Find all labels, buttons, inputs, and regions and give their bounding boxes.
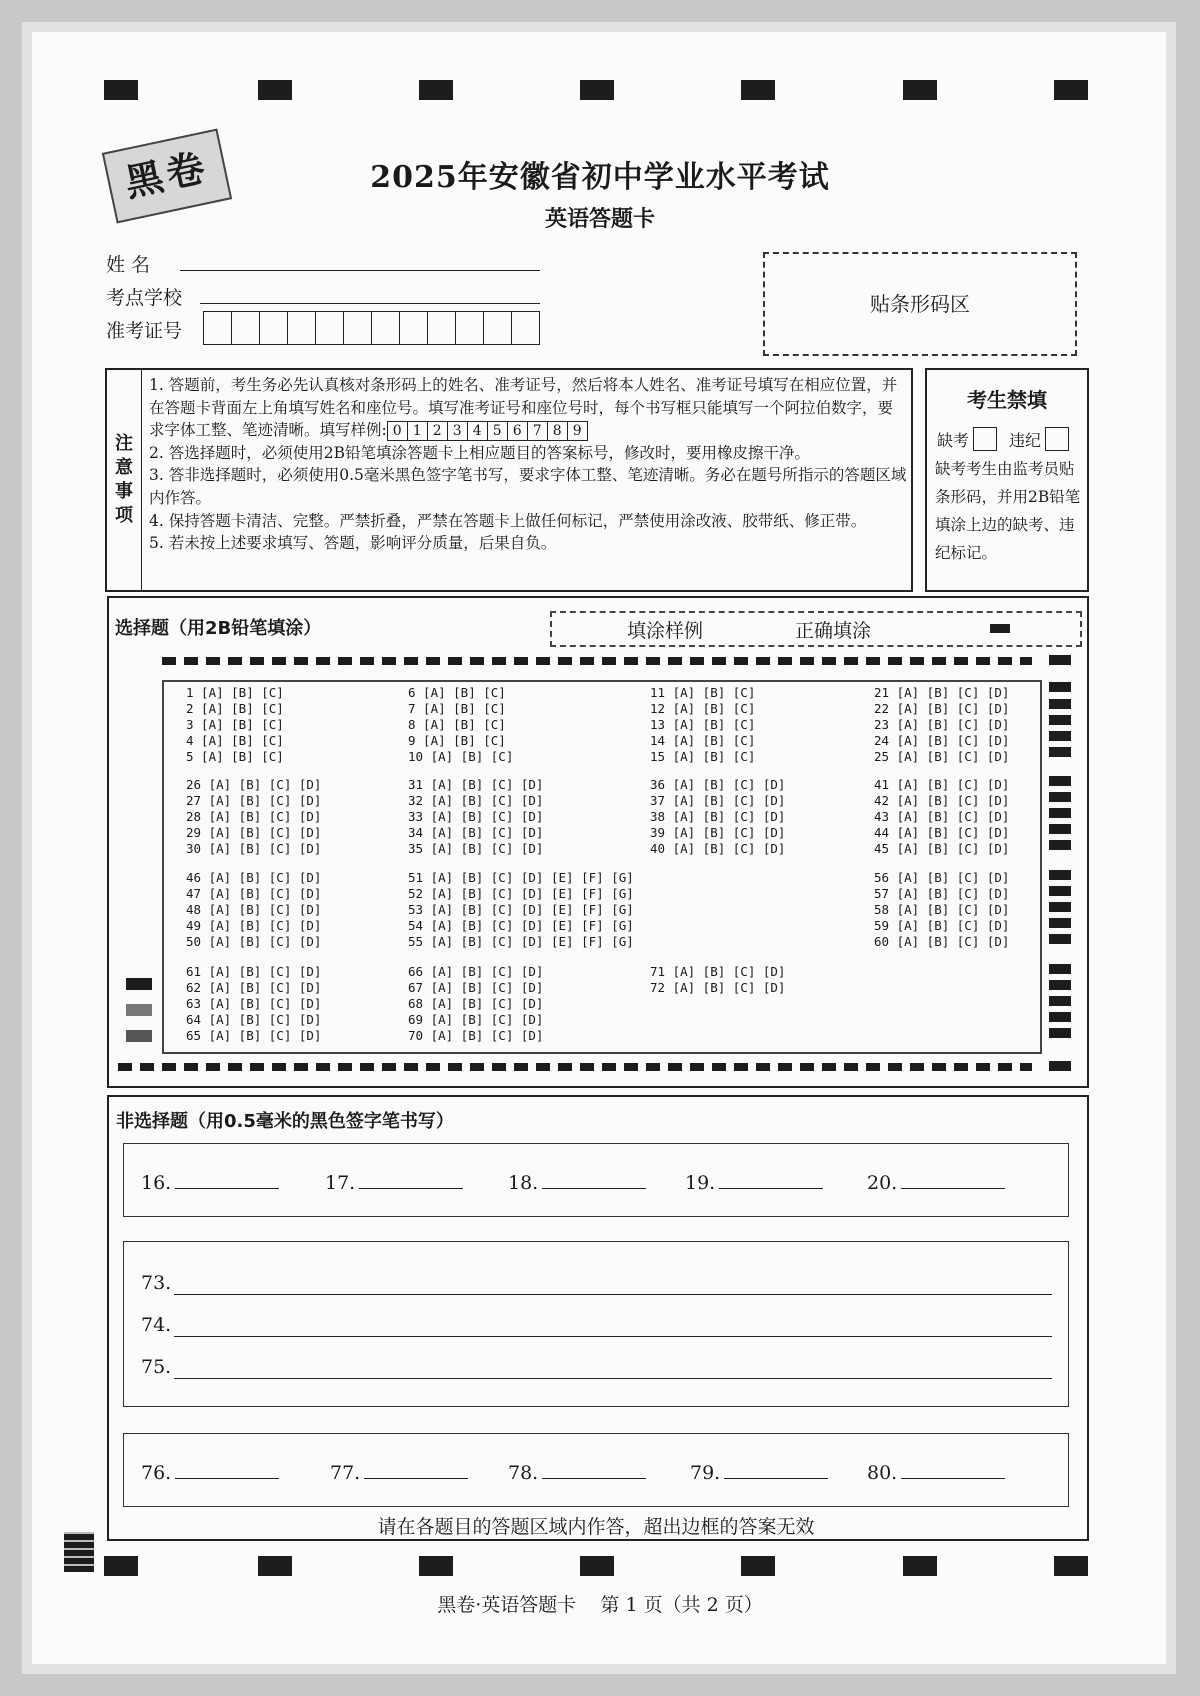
timing-mark [258,1556,292,1576]
question-row[interactable]: 69 [A] [B] [C] [D] [408,1012,544,1027]
blank-78[interactable] [508,1460,646,1484]
question-row[interactable]: 23 [A] [B] [C] [D] [874,717,1010,732]
note-item: 4. 保持答题卡清洁、完整。严禁折叠，严禁在答题卡上做任何标记，严禁使用涂改液、胶带纸、修正带。 [149,511,867,530]
timing-mark [580,1556,614,1576]
name-field[interactable] [180,270,540,271]
choice-section-title: 选择题（用2B铅笔填涂） [115,618,322,639]
timing-mark [1054,1556,1088,1576]
note-item: 5. 若未按上述要求填写、答题，影响评分质量，后果自负。 [149,534,557,553]
question-row[interactable]: 7 [A] [B] [C] [408,701,506,716]
blank-number: 80. [867,1462,898,1484]
timing-mark [1049,996,1071,1006]
question-row[interactable]: 32 [A] [B] [C] [D] [408,793,544,808]
line-number: 74. [141,1314,172,1336]
correct-fill-label: 正确填涂 [795,620,872,642]
question-row[interactable]: 13 [A] [B] [C] [650,717,756,732]
timing-mark [104,1556,138,1576]
question-row[interactable]: 37 [A] [B] [C] [D] [650,793,786,808]
question-block [186,777,321,857]
sample-digit: 7 [528,422,548,440]
sentence-box [123,1241,1069,1407]
question-row[interactable]: 27 [A] [B] [C] [D] [186,793,322,808]
question-block [874,870,1009,950]
timing-mark [1054,80,1088,100]
proctor-marks [937,427,1087,451]
page-footer: 黑卷·英语答题卡 第 1 页（共 2 页） [437,1594,763,1616]
fill-sample-label: 填涂样例 [627,620,704,642]
school-label: 考点学校 [106,287,183,309]
absent-label: 缺考 [937,430,970,450]
violation-label: 违纪 [1009,430,1042,450]
answer-line-74[interactable] [174,1336,1052,1337]
question-row[interactable]: 63 [A] [B] [C] [D] [186,996,322,1011]
barcode-area: 贴条形码区 [763,252,1077,356]
blank-76[interactable] [141,1460,279,1484]
question-block [408,870,634,950]
blank-number: 16. [141,1172,172,1194]
violation-checkbox[interactable] [1045,427,1069,451]
notes-heading-char: 事 [115,481,133,502]
question-row[interactable]: 26 [A] [B] [C] [D] [186,777,322,792]
timing-mark [419,1556,453,1576]
question-row[interactable]: 40 [A] [B] [C] [D] [650,841,786,856]
line-number: 73. [141,1272,172,1294]
question-row[interactable]: 21 [A] [B] [C] [D] [874,685,1010,700]
blank-17[interactable] [325,1170,463,1194]
blank-16[interactable] [141,1170,279,1194]
notes-heading [107,370,142,590]
timing-mark [1049,918,1071,928]
question-row[interactable]: 10 [A] [B] [C] [408,749,514,764]
blank-number: 18. [508,1172,539,1194]
question-row[interactable]: 71 [A] [B] [C] [D] [650,964,786,979]
question-row[interactable]: 35 [A] [B] [C] [D] [408,841,544,856]
question-row[interactable]: 66 [A] [B] [C] [D] [408,964,544,979]
question-row[interactable]: 2 [A] [B] [C] [186,701,284,716]
sample-digit: 9 [572,423,582,440]
question-row[interactable]: 47 [A] [B] [C] [D] [186,886,322,901]
timing-mark [104,80,138,100]
question-row[interactable]: 54 [A] [B] [C] [D] [E] [F] [G] [408,918,634,933]
sample-digit: 2 [428,422,448,440]
timing-mark [126,978,152,990]
question-row[interactable]: 55 [A] [B] [C] [D] [E] [F] [G] [408,934,634,949]
question-block [186,964,321,1044]
timing-mark [258,80,292,100]
timing-mark [1049,1061,1071,1071]
question-row[interactable]: 70 [A] [B] [C] [D] [408,1028,544,1043]
question-row[interactable]: 30 [A] [B] [C] [D] [186,841,322,856]
question-row[interactable]: 29 [A] [B] [C] [D] [186,825,322,840]
timing-mark [1049,747,1071,757]
question-row[interactable]: 57 [A] [B] [C] [D] [874,886,1010,901]
blank-80[interactable] [867,1460,1005,1484]
timing-mark [1049,886,1071,896]
question-row[interactable]: 46 [A] [B] [C] [D] [186,870,322,885]
notes-box [105,368,913,592]
notes-list [149,374,907,555]
line-number: 75. [141,1356,172,1378]
blank-number: 20. [867,1172,898,1194]
sample-digit: 8 [548,422,568,440]
question-block [650,964,785,996]
question-row[interactable]: 49 [A] [B] [C] [D] [186,918,322,933]
question-row[interactable]: 53 [A] [B] [C] [D] [E] [F] [G] [408,902,634,917]
sample-digit: 3 [448,422,468,440]
question-row[interactable]: 60 [A] [B] [C] [D] [874,934,1010,949]
question-row[interactable]: 56 [A] [B] [C] [D] [874,870,1010,885]
notes-heading-char: 注 [115,433,133,454]
question-row[interactable]: 22 [A] [B] [C] [D] [874,701,1010,716]
name-label: 姓 名 [106,254,151,276]
question-block [408,964,543,1044]
question-block [650,777,785,857]
timing-mark [1049,824,1071,834]
question-row[interactable]: 58 [A] [B] [C] [D] [874,902,1010,917]
question-row[interactable]: 36 [A] [B] [C] [D] [650,777,786,792]
timing-mark [419,80,453,100]
question-row[interactable]: 64 [A] [B] [C] [D] [186,1012,322,1027]
question-row[interactable]: 72 [A] [B] [C] [D] [650,980,786,995]
question-row[interactable]: 31 [A] [B] [C] [D] [408,777,544,792]
answer-line-75[interactable] [174,1378,1052,1379]
question-block [874,777,1009,857]
question-row[interactable]: 67 [A] [B] [C] [D] [408,980,544,995]
timing-mark [64,1532,94,1572]
proctor-only-title: 考生禁填 [967,388,1047,412]
question-block [408,685,513,765]
timing-mark [1049,870,1071,880]
timing-mark [1049,980,1071,990]
timing-mark [741,1556,775,1576]
question-row[interactable]: 51 [A] [B] [C] [D] [E] [F] [G] [408,870,634,885]
timing-dash-row [118,1063,1032,1071]
notes-heading-char: 意 [115,457,133,478]
question-row[interactable]: 68 [A] [B] [C] [D] [408,996,544,1011]
timing-mark [741,80,775,100]
question-row[interactable]: 24 [A] [B] [C] [D] [874,733,1010,748]
blank-number: 77. [330,1462,361,1484]
school-field[interactable] [200,303,540,304]
sample-digits [387,421,588,441]
question-row[interactable]: 65 [A] [B] [C] [D] [186,1028,322,1043]
question-row[interactable]: 33 [A] [B] [C] [D] [408,809,544,824]
sheet-subtitle: 英语答题卡 [544,207,655,232]
timing-mark [903,80,937,100]
sample-digit: 5 [488,422,508,440]
proctor-only-box [925,368,1089,592]
question-row[interactable]: 48 [A] [B] [C] [D] [186,902,322,917]
question-row[interactable]: 44 [A] [B] [C] [D] [874,825,1010,840]
question-row[interactable]: 59 [A] [B] [C] [D] [874,918,1010,933]
sample-digit: 6 [508,422,528,440]
timing-mark [903,1556,937,1576]
sample-digit: 4 [468,422,488,440]
blank-77[interactable] [330,1460,468,1484]
question-block [874,685,1009,765]
timing-mark [1049,792,1071,802]
blank-number: 78. [508,1462,539,1484]
question-row[interactable]: 14 [A] [B] [C] [650,733,756,748]
question-row[interactable]: 41 [A] [B] [C] [D] [874,777,1010,792]
timing-mark [580,80,614,100]
timing-mark [1049,655,1071,665]
question-row[interactable]: 3 [A] [B] [C] [186,717,284,732]
question-row[interactable]: 25 [A] [B] [C] [D] [874,749,1010,764]
sample-digit: 1 [408,422,428,440]
proctor-instructions: 缺考考生由监考员贴条形码，并用2B铅笔填涂上边的缺考、违纪标记。 [935,460,1081,562]
timing-mark [1049,964,1071,974]
blank-number: 19. [685,1172,716,1194]
timing-mark [1049,1028,1071,1038]
question-row[interactable]: 38 [A] [B] [C] [D] [650,809,786,824]
timing-mark [1049,682,1071,692]
blank-number: 79. [690,1462,721,1484]
notes-heading-char: 项 [115,505,133,526]
written-section-title: 非选择题（用0.5毫米的黑色签字笔书写） [116,1111,454,1132]
timing-mark [1049,902,1071,912]
question-row[interactable]: 6 [A] [B] [C] [408,685,506,700]
question-row[interactable]: 52 [A] [B] [C] [D] [E] [F] [G] [408,886,634,901]
blank-19[interactable] [685,1170,823,1194]
note-item [149,374,907,442]
brand-logo: 黑卷 [102,129,232,224]
id-label: 准考证号 [106,320,183,342]
blank-20[interactable] [867,1170,1005,1194]
question-row[interactable]: 62 [A] [B] [C] [D] [186,980,322,995]
question-row[interactable]: 9 [A] [B] [C] [408,733,506,748]
blank-79[interactable] [690,1460,828,1484]
boundary-warning: 请在各题目的答题区域内作答，超出边框的答案无效 [377,1516,815,1538]
timing-mark [1049,934,1071,944]
question-block [650,685,755,765]
question-block [186,870,321,950]
question-row[interactable]: 11 [A] [B] [C] [650,685,756,700]
question-row[interactable]: 15 [A] [B] [C] [650,749,756,764]
question-row[interactable]: 34 [A] [B] [C] [D] [408,825,544,840]
timing-mark [1049,776,1071,786]
note-item: 2. 答选择题时，必须使用2B铅笔填涂答题卡上相应题目的答案标号，修改时，要用橡皮擦干净。 [149,443,810,462]
sample-digit: 0 [388,422,408,440]
question-row[interactable]: 61 [A] [B] [C] [D] [186,964,322,979]
timing-mark [126,1030,152,1042]
question-block [186,685,284,765]
filled-bubble-sample [990,624,1010,633]
question-row[interactable]: 1 [A] [B] [C] [186,685,284,700]
question-row[interactable]: 43 [A] [B] [C] [D] [874,809,1010,824]
timing-mark [1049,1012,1071,1022]
note-item: 3. 答非选择题时，必须使用0.5毫米黑色签字笔书写，要求字体工整、笔迹清晰。务必在题号所指示的答题区域内作答。 [149,466,907,507]
question-row[interactable]: 8 [A] [B] [C] [408,717,506,732]
blank-18[interactable] [508,1170,646,1194]
answer-line-73[interactable] [174,1294,1052,1295]
timing-dash-row [162,657,1032,665]
blank-number: 17. [325,1172,356,1194]
question-row[interactable]: 45 [A] [B] [C] [D] [874,841,1010,856]
timing-mark [1049,808,1071,818]
question-row[interactable]: 50 [A] [B] [C] [D] [186,934,322,949]
note-text: 1. 答题前，考生务必先认真核对条形码上的姓名、准考证号，然后将本人姓名、准考证号填写在相应位置，并在答题卡背面左上角填写姓名和座位号。填写准考证号和座位号时，每个书写框只能填写一个阿拉伯数字，要求字体工整、笔迹清晰。填写样例: [149,376,898,440]
question-row[interactable]: 42 [A] [B] [C] [D] [874,793,1010,808]
timing-mark [1049,715,1071,725]
fill-blank-box-1 [123,1143,1069,1217]
question-block [408,777,543,857]
absent-checkbox[interactable] [973,427,997,451]
question-row[interactable]: 12 [A] [B] [C] [650,701,756,716]
exam-title: 2025年安徽省初中学业水平考试 [370,160,830,195]
timing-mark [1049,840,1071,850]
fill-sample [550,611,1082,647]
timing-mark [1049,731,1071,741]
blank-number: 76. [141,1462,172,1484]
timing-mark [1049,699,1071,709]
question-row[interactable]: 5 [A] [B] [C] [186,749,284,764]
question-row[interactable]: 4 [A] [B] [C] [186,733,284,748]
fill-blank-box-2 [123,1433,1069,1507]
id-number-boxes[interactable] [203,311,540,345]
timing-mark [126,1004,152,1016]
question-row[interactable]: 39 [A] [B] [C] [D] [650,825,786,840]
question-row[interactable]: 28 [A] [B] [C] [D] [186,809,322,824]
